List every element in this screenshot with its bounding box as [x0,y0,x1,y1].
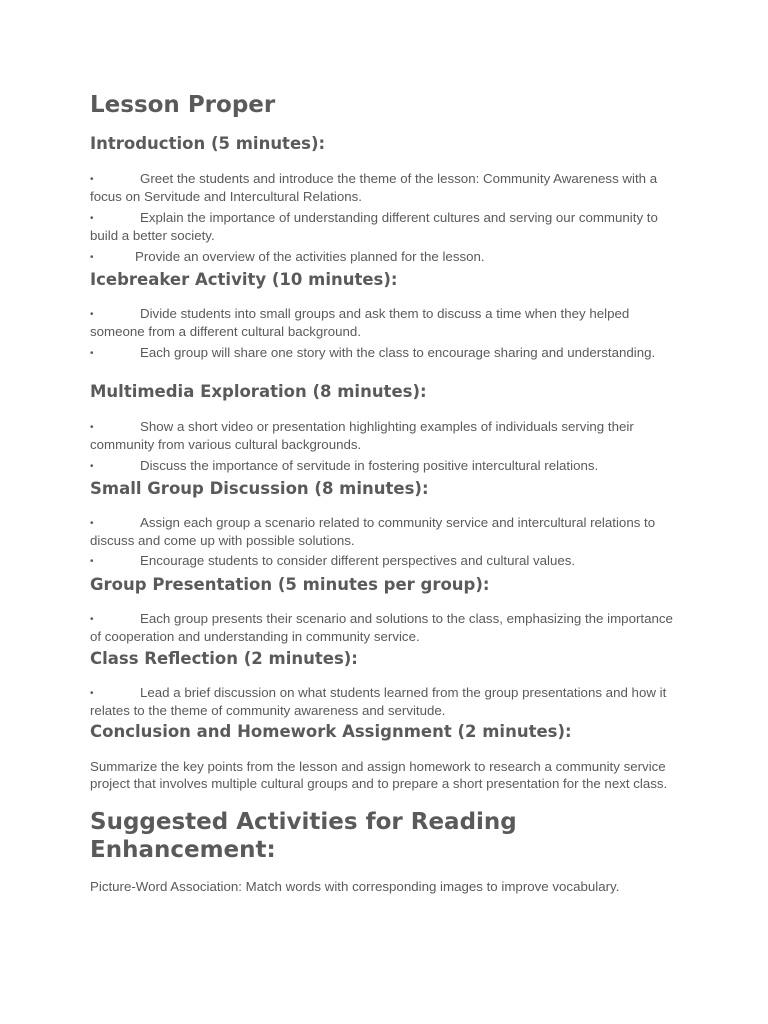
section-heading-multimedia: Multimedia Exploration (8 minutes): [90,382,427,401]
list-item [90,209,680,244]
list-item [90,248,680,266]
list-item [90,514,680,549]
bullet-icon: • [90,518,94,529]
list-item-text: Assign each group a scenario related to community service and intercultural relations to discuss and come up with possible solutions. [90,515,656,548]
section-heading-conclusion: Conclusion and Homework Assignment (2 minutes): [90,722,572,741]
bullet-icon: • [90,174,94,185]
list-item [90,305,680,340]
bullet-icon: • [90,556,94,567]
section-heading-icebreaker: Icebreaker Activity (10 minutes): [90,270,398,289]
list-item [90,344,680,362]
bullet-icon: • [90,688,94,699]
list-item-text: Show a short video or presentation highlighting examples of individuals serving their community from various cultural backgrounds. [90,419,634,452]
activities-paragraph: Picture-Word Association: Match words with corresponding images to improve vocabulary. [90,879,620,894]
list-item-text: Encourage students to consider different perspectives and cultural values. [140,553,576,568]
bullet-icon: • [90,614,94,625]
page-title: Lesson Proper [90,92,276,118]
bullet-icon: • [90,422,94,433]
list-item [90,610,680,645]
list-item-text: Each group presents their scenario and solutions to the class, emphasizing the importance of cooperation and understanding in community service. [90,611,673,644]
list-item [90,170,680,205]
list-item [90,684,680,719]
section-heading-small-group: Small Group Discussion (8 minutes): [90,479,429,498]
bullet-icon: • [90,309,94,320]
list-item-text: Discuss the importance of servitude in fostering positive intercultural relations. [140,458,599,473]
list-item [90,418,680,453]
section-heading-group-presentation: Group Presentation (5 minutes per group): [90,575,490,594]
list-item-text: Explain the importance of understanding different cultures and serving our community to build a better society. [90,210,658,243]
list-item [90,552,680,570]
list-item-text: Lead a brief discussion on what students learned from the group presentations and how it relates to the theme of community awareness and servitude. [90,685,667,718]
bullet-icon: • [90,348,94,359]
bullet-icon: • [90,252,94,263]
bullet-icon: • [90,461,94,472]
list-item-text: Divide students into small groups and ask them to discuss a time when they helped someone from a different cultural background. [90,306,630,339]
conclusion-paragraph: Summarize the key points from the lesson and assign homework to research a community service project that involves multiple cultural groups and to prepare a short presentation for the next class. [90,759,668,791]
list-item [90,457,680,475]
list-item-text: Each group will share one story with the class to encourage sharing and understanding. [140,345,656,360]
list-item-text: Greet the students and introduce the theme of the lesson: Community Awareness with a focus on Servitude and Intercultural Relations. [90,171,658,204]
list-item-text: Provide an overview of the activities planned for the lesson. [135,249,485,264]
bullet-icon: • [90,213,94,224]
section-heading-introduction: Introduction (5 minutes): [90,134,326,153]
section-heading-class-reflection: Class Reflection (2 minutes): [90,649,358,668]
activities-heading: Suggested Activities for Reading Enhancement: [90,809,517,863]
